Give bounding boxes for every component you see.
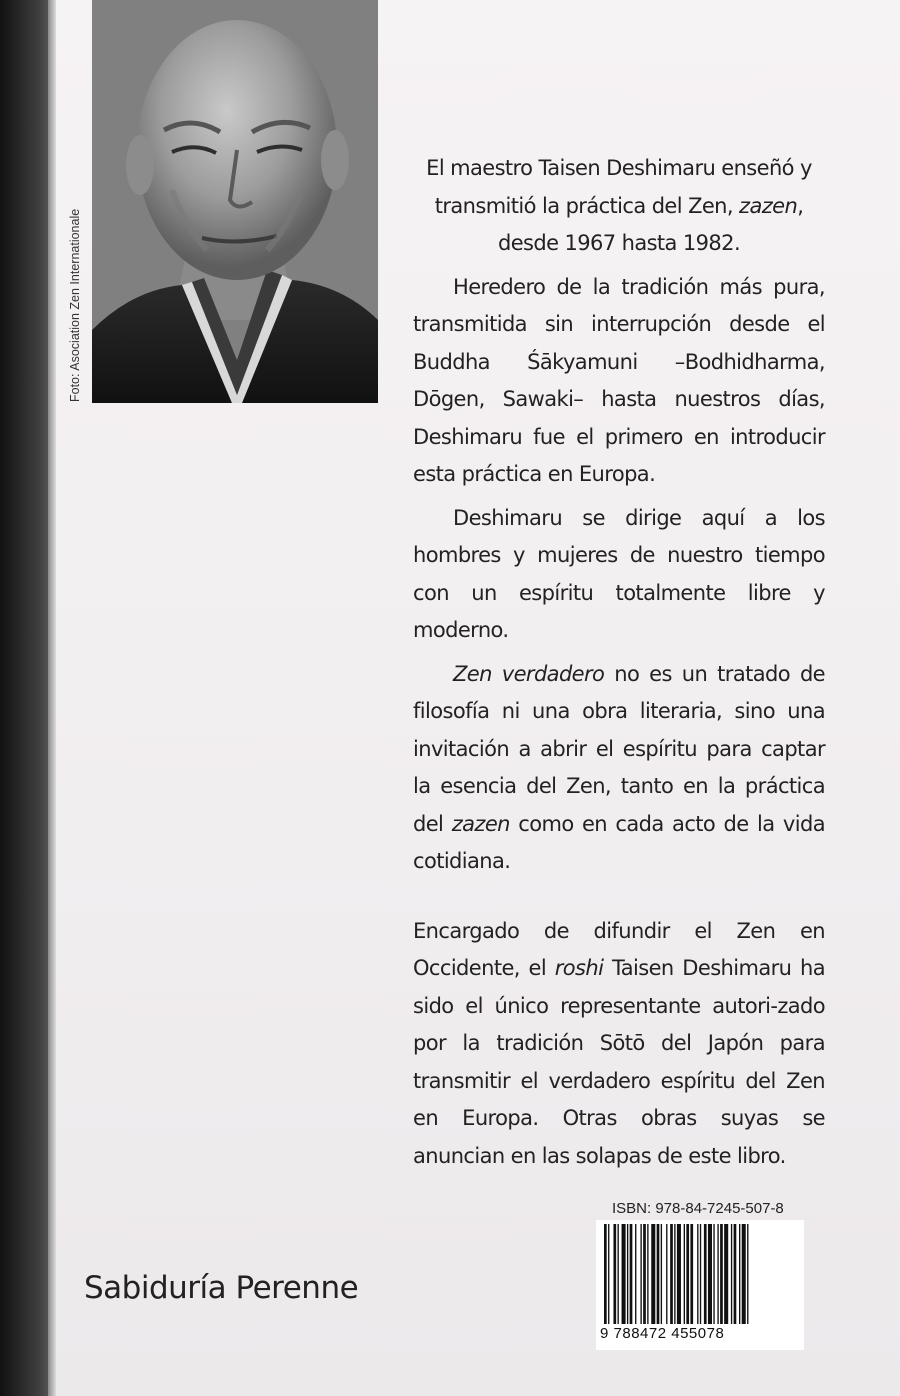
barcode-bar (670, 1224, 673, 1324)
barcode-bar (713, 1224, 714, 1324)
barcode-bar (700, 1224, 701, 1324)
barcode-bar (734, 1224, 737, 1324)
italic-term: roshi (554, 956, 604, 980)
italic-term: zazen (739, 193, 798, 218)
barcode-bar (697, 1224, 698, 1324)
paragraph-modern: Deshimaru se dirige aquí a los hombres y mujeres de nuestro tiempo con un espíritu totalmente libre y moderno. (413, 505, 825, 642)
barcode-bar (661, 1224, 662, 1324)
barcode-bar (613, 1224, 616, 1324)
text-run: Encargado de difundir el Zen en Occidente, el (413, 918, 825, 980)
barcode-bar (742, 1224, 746, 1324)
italic-term: zazen (451, 811, 510, 836)
barcode-bar (622, 1224, 626, 1324)
barcode-bar (666, 1224, 667, 1324)
barcode-bar (704, 1224, 707, 1324)
barcode-bar (731, 1224, 732, 1324)
text-run: El maestro Taisen Deshimaru enseñó y transmitió la práctica del Zen, (426, 156, 812, 218)
barcode-bar (677, 1224, 681, 1324)
barcode-bar (627, 1224, 628, 1324)
barcode-bar (686, 1224, 689, 1324)
barcode-bar (747, 1224, 748, 1324)
barcode-bar (739, 1224, 740, 1324)
spine-edge (48, 0, 56, 1396)
barcode-bar (643, 1224, 646, 1324)
isbn-label: ISBN: 978-84-7245-507-8 (612, 1200, 784, 1217)
barcode-bar (657, 1224, 660, 1324)
barcode-bar (724, 1224, 728, 1324)
author-portrait-image (92, 0, 378, 403)
text-run: Taisen Deshimaru ha sido el único representante autori-zado por la tradición Sōtō del Japón para transmitir el verdadero espíritu del Zen en Europa. Otras obras suyas se anuncian en las solapas de este libro. (413, 956, 825, 1168)
barcode-digits: 9 788472 455078 (600, 1325, 725, 1342)
barcode-bar (647, 1224, 648, 1324)
barcode-bar (690, 1224, 693, 1324)
paragraph-author-role (413, 913, 825, 1176)
barcode-bar (640, 1224, 641, 1324)
text-run: no es un tratado de filosofía ni una obra literaria, sino una invitación a abrir el espíritu para captar la esencia del Zen, tanto en la práctica del (413, 661, 825, 836)
barcode-bar (684, 1224, 685, 1324)
barcode-bar (720, 1224, 723, 1324)
barcode-bar (608, 1224, 609, 1324)
barcode-bar (618, 1224, 619, 1324)
barcode-bar (708, 1224, 712, 1324)
paragraph-intro (413, 150, 825, 263)
barcode-bar (604, 1224, 607, 1324)
barcode-bar (717, 1224, 718, 1324)
barcode-bar (651, 1224, 655, 1324)
paragraph-heritage: Heredero de la tradición más pura, transmitida sin interrupción desde el Buddha Śākyamuni –Bodhidharma, Dōgen, Sawaki– hasta nuestros días, Deshimaru fue el primero en introducir esta práctica en Europa. (413, 274, 825, 486)
author-photo (92, 0, 378, 403)
text-run: como en cada acto de la vida cotidiana. (413, 811, 825, 873)
book-title-italic: Zen verdadero (453, 661, 605, 686)
barcode-bars (596, 1220, 804, 1326)
back-cover-blurb (413, 150, 825, 1181)
book-spine (0, 0, 48, 1396)
series-name: Sabiduría Perenne (84, 1270, 359, 1306)
photo-credit: Foto: Asociation Zen Internationale (68, 208, 82, 402)
barcode-bar (630, 1224, 633, 1324)
text-run: , desde 1967 hasta 1982. (497, 193, 804, 255)
paragraph-book-description (413, 656, 825, 881)
barcode-bar (635, 1224, 636, 1324)
barcode-bar (674, 1224, 675, 1324)
